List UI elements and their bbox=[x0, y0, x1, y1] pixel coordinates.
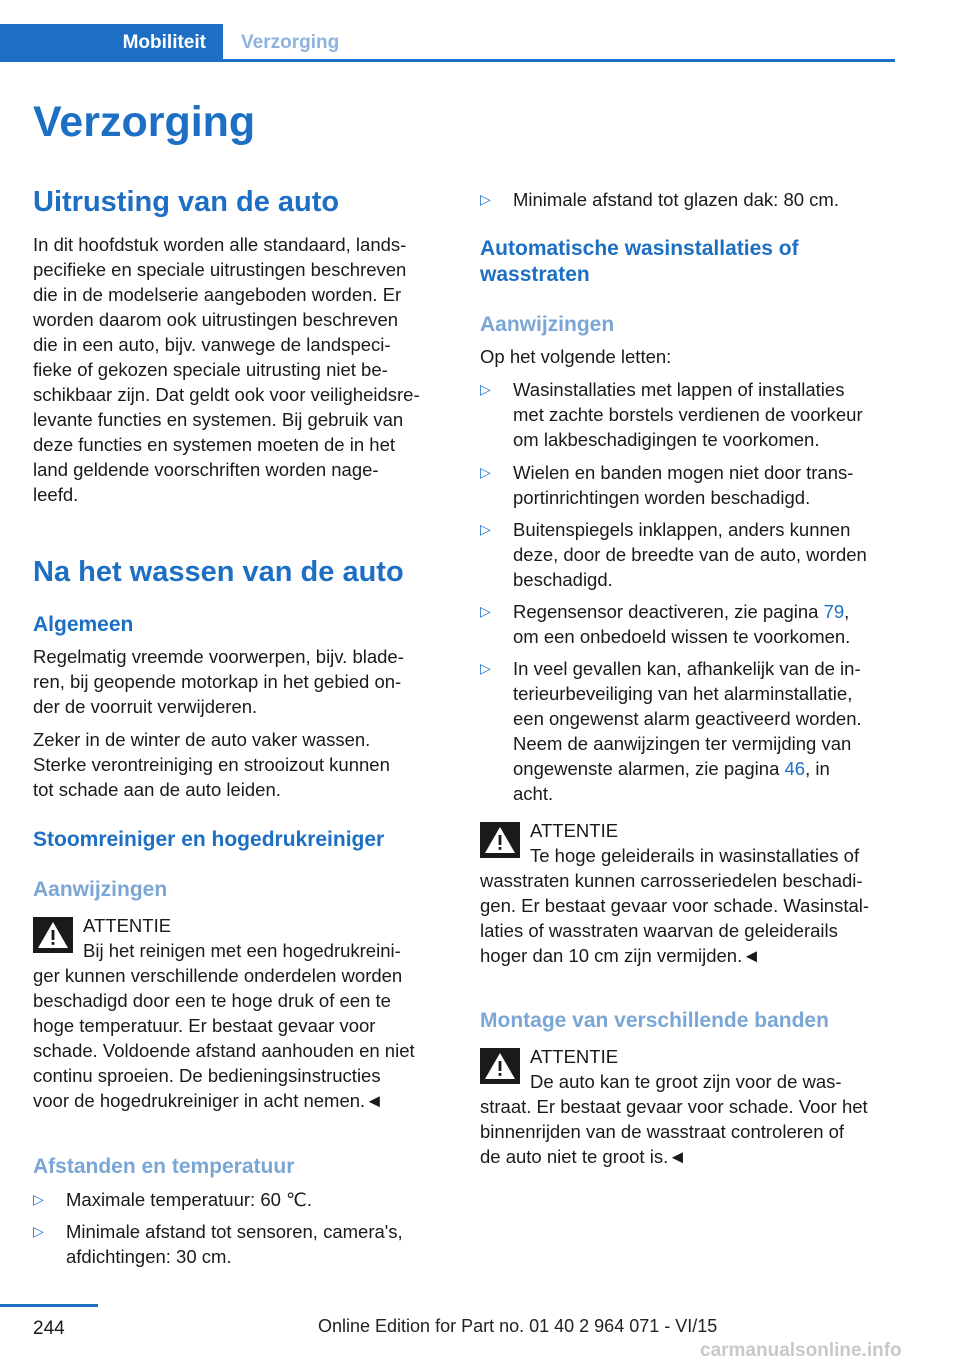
bullet-text bbox=[513, 656, 862, 806]
text-line: fieke of gekozen speciale uitrusting niet be- bbox=[33, 359, 388, 380]
text-line: deze, door de breedte van de auto, worden bbox=[513, 544, 867, 565]
text-line: schade. Voldoende afstand aanhouden en niet bbox=[33, 1040, 415, 1061]
header-rule bbox=[0, 59, 895, 62]
text-line: beschadigd door een te hoge druk of een te bbox=[33, 990, 391, 1011]
triangle-bullet-icon: ▷ bbox=[480, 660, 491, 676]
text-span: Regensensor deactiveren, zie pagina bbox=[513, 601, 824, 622]
text-line: een ongewenst alarm geactiveerd worden. bbox=[513, 708, 862, 729]
heading-line: wasstraten bbox=[480, 263, 590, 286]
text-line: pecifieke en speciale uitrustingen beschreven bbox=[33, 259, 407, 280]
text-line: continu sproeien. De bedieningsinstructies bbox=[33, 1065, 381, 1086]
text-line: Zeker in de winter de auto vaker wassen. bbox=[33, 729, 371, 750]
triangle-bullet-icon: ▷ bbox=[33, 1223, 44, 1239]
text-line: Minimale afstand tot sensoren, camera's, bbox=[66, 1221, 403, 1242]
page-number: 244 bbox=[33, 1318, 65, 1339]
text-line: afdichtingen: 30 cm. bbox=[66, 1246, 232, 1267]
warning-body bbox=[480, 868, 869, 968]
text-line: Buitenspiegels inklappen, anders kunnen bbox=[513, 519, 851, 540]
text-line: tot schade aan de auto leiden. bbox=[33, 779, 281, 800]
text-line: land geldende voorschriften worden nage- bbox=[33, 459, 379, 480]
bullet-text: Minimale afstand tot glazen dak: 80 cm. bbox=[513, 189, 839, 210]
text-line: laties of wasstraten waarvan de geleiderails bbox=[480, 920, 838, 941]
page-link-79[interactable]: 79 bbox=[823, 601, 845, 622]
equipment-paragraph bbox=[33, 232, 420, 507]
text-line: hoger dan 10 cm zijn vermijden.◄ bbox=[480, 945, 761, 966]
heading-after-wash: Na het wassen van de auto bbox=[33, 556, 404, 588]
heading-notes-right: Aanwijzingen bbox=[480, 313, 615, 336]
text-line: die in de modelserie aangeboden worden. Er bbox=[33, 284, 402, 305]
warning-icon bbox=[33, 917, 73, 953]
warning-heading: ATTENTIE bbox=[83, 915, 172, 936]
text-line: voor de hogedrukreiniger in acht nemen.◄ bbox=[33, 1090, 384, 1111]
text-line: de auto niet te groot is.◄ bbox=[480, 1146, 687, 1167]
text-line: terieurbeveiliging van het alarminstallatie, bbox=[513, 683, 853, 704]
heading-different-tires: Montage van verschillende banden bbox=[480, 1009, 829, 1032]
chapter-title: Verzorging bbox=[33, 98, 256, 146]
text-line: levante functies en systemen. Bij gebruik van bbox=[33, 409, 404, 430]
text-line bbox=[513, 599, 850, 624]
footer-rule bbox=[0, 1304, 98, 1307]
heading-equipment: Uitrusting van de auto bbox=[33, 186, 340, 218]
text-line: ger kunnen verschillende onderdelen worden bbox=[33, 965, 403, 986]
tab-mobiliteit[interactable]: Mobiliteit bbox=[0, 24, 223, 62]
triangle-bullet-icon: ▷ bbox=[480, 603, 491, 619]
notes-intro: Op het volgende letten: bbox=[480, 346, 672, 367]
text-line: die in een auto, bijv. vanwege de landspeci- bbox=[33, 334, 391, 355]
text-line: schikbaar zijn. Dat geldt ook voor veiligheidsre- bbox=[33, 384, 420, 405]
text-line: beschadigd. bbox=[513, 569, 613, 590]
warning-icon bbox=[480, 1048, 520, 1084]
triangle-bullet-icon: ▷ bbox=[480, 191, 491, 207]
text-line: acht. bbox=[513, 783, 554, 804]
text-line: om lakbeschadigingen te voorkomen. bbox=[513, 429, 820, 450]
bullet-text bbox=[513, 517, 867, 592]
text-line: Wasinstallaties met lappen of installaties bbox=[513, 379, 845, 400]
text-span: ongewenste alarmen, zie pagina bbox=[513, 758, 785, 779]
warning-first-line: Bij het reinigen met een hogedrukreini- bbox=[83, 940, 401, 961]
warning-first-line: Te hoge geleiderails in wasinstallaties of bbox=[530, 845, 860, 866]
warning-body bbox=[480, 1094, 868, 1169]
general-paragraph-2 bbox=[33, 727, 390, 802]
page-link-46[interactable]: 46 bbox=[784, 758, 806, 779]
text-line: der de voorruit verwijderen. bbox=[33, 696, 258, 717]
edition-info: Online Edition for Part no. 01 40 2 964 071 - VI/15 bbox=[318, 1316, 718, 1336]
text-line: binnenrijden van de wasstraat controleren of bbox=[480, 1121, 845, 1142]
text-line: Wielen en banden mogen niet door trans- bbox=[513, 462, 854, 483]
triangle-bullet-icon: ▷ bbox=[33, 1191, 44, 1207]
bullet-text bbox=[66, 1219, 403, 1269]
warning-body bbox=[33, 963, 415, 1113]
text-span: , bbox=[844, 601, 850, 622]
heading-notes-left: Aanwijzingen bbox=[33, 878, 168, 901]
text-line: Sterke verontreiniging en strooizout kunnen bbox=[33, 754, 390, 775]
text-line: straat. Er bestaat gevaar voor schade. Voor het bbox=[480, 1096, 868, 1117]
header-tabs bbox=[0, 24, 895, 62]
triangle-bullet-icon: ▷ bbox=[480, 521, 491, 537]
bullet-text bbox=[513, 460, 853, 510]
text-line: leefd. bbox=[33, 484, 79, 505]
bullet-text bbox=[513, 599, 850, 649]
text-line: wasstraten kunnen carrosseriedelen beschadi- bbox=[480, 870, 863, 891]
heading-line: Automatische wasinstallaties of bbox=[480, 237, 799, 260]
text-span: , in bbox=[805, 758, 830, 779]
text-line: In veel gevallen kan, afhankelijk van de in- bbox=[513, 658, 861, 679]
text-line: worden daarom ook uitrustingen beschreven bbox=[33, 309, 399, 330]
text-line: hoge temperatuur. Er bestaat gevaar voor bbox=[33, 1015, 376, 1036]
text-line bbox=[513, 756, 862, 781]
text-line: Regelmatig vreemde voorwerpen, bijv. blade- bbox=[33, 646, 404, 667]
warning-icon bbox=[480, 822, 520, 858]
text-line: portinrichtingen worden beschadigd. bbox=[513, 487, 811, 508]
heading-distances: Afstanden en temperatuur bbox=[33, 1155, 295, 1178]
text-line: ren, bij geopende motorkap in het gebied on- bbox=[33, 671, 402, 692]
bullet-text bbox=[513, 377, 863, 452]
triangle-bullet-icon: ▷ bbox=[480, 381, 491, 397]
bullet-text: Maximale temperatuur: 60 ℃. bbox=[66, 1189, 312, 1210]
heading-steam-cleaner: Stoomreiniger en hogedrukreiniger bbox=[33, 828, 385, 851]
text-line: gen. Er bestaat gevaar voor schade. Wasinstal- bbox=[480, 895, 870, 916]
text-line: Neem de aanwijzingen ter vermijding van bbox=[513, 733, 852, 754]
tab-verzorging[interactable]: Verzorging bbox=[241, 32, 340, 53]
text-line: In dit hoofdstuk worden alle standaard, lands- bbox=[33, 234, 407, 255]
text-line: om een onbedoeld wissen te voorkomen. bbox=[513, 626, 851, 647]
triangle-bullet-icon: ▷ bbox=[480, 464, 491, 480]
general-paragraph-1 bbox=[33, 644, 404, 719]
warning-first-line: De auto kan te groot zijn voor de was- bbox=[530, 1071, 842, 1092]
warning-heading: ATTENTIE bbox=[530, 820, 619, 841]
heading-auto-wash bbox=[480, 236, 799, 288]
text-line: deze functies en systemen moeten de in het bbox=[33, 434, 395, 455]
warning-heading: ATTENTIE bbox=[530, 1046, 619, 1067]
text-line: met zachte borstels verdienen de voorkeur bbox=[513, 404, 863, 425]
watermark: carmanualsonline.info bbox=[700, 1340, 902, 1361]
heading-general: Algemeen bbox=[33, 613, 134, 636]
